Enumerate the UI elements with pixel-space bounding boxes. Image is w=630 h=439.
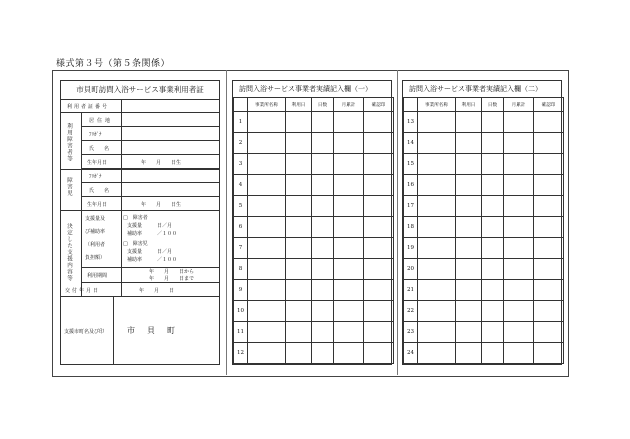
table-row: [404, 154, 564, 175]
record-title-2: 訪問入浴サービス事業者実績記入欄（二）: [409, 85, 542, 93]
confirmation-seal-cell[interactable]: [534, 196, 564, 217]
day-count-cell[interactable]: [312, 154, 334, 175]
table-row: [404, 343, 564, 364]
office-name-cell[interactable]: [418, 301, 456, 322]
table-row: [234, 112, 394, 133]
residence-row: [81, 113, 220, 127]
confirmation-seal-cell[interactable]: [534, 217, 564, 238]
confirmation-seal-cell[interactable]: [534, 322, 564, 343]
monthly-total-cell[interactable]: [334, 154, 364, 175]
office-name-cell[interactable]: [248, 322, 286, 343]
user-number-row: [61, 99, 219, 113]
confirmation-seal-cell[interactable]: [534, 238, 564, 259]
use-date-cell[interactable]: [456, 259, 482, 280]
confirmation-seal-cell[interactable]: [534, 154, 564, 175]
name-label: 氏 名: [89, 146, 110, 152]
monthly-total-cell[interactable]: [334, 259, 364, 280]
monthly-total-cell[interactable]: [334, 301, 364, 322]
table-row: [404, 238, 564, 259]
child-dob-row: [61, 197, 219, 211]
office-name-cell[interactable]: [248, 280, 286, 301]
table-row: [234, 196, 394, 217]
confirmation-seal-cell[interactable]: [364, 133, 394, 154]
issue-date-row: [61, 283, 219, 297]
table-row: [234, 154, 394, 175]
day-count-cell[interactable]: [312, 280, 334, 301]
header-monthly-total: 月累計: [334, 98, 364, 112]
office-name-cell[interactable]: [418, 343, 456, 364]
header-use-date: 利用日: [286, 98, 312, 112]
monthly-total-cell[interactable]: [504, 133, 534, 154]
furigana-row: [81, 127, 220, 141]
row-number: 13: [404, 112, 418, 133]
day-count-cell[interactable]: [312, 322, 334, 343]
divider: [121, 283, 122, 297]
confirmation-seal-cell[interactable]: [534, 175, 564, 196]
table-row: [234, 280, 394, 301]
row-number: 7: [234, 238, 248, 259]
confirmation-seal-cell[interactable]: [364, 154, 394, 175]
monthly-total-cell[interactable]: [334, 343, 364, 364]
office-name-cell[interactable]: [418, 154, 456, 175]
table-row: [404, 280, 564, 301]
disabled-support-amount: 支援量 日／月: [127, 223, 173, 229]
confirmation-seal-cell[interactable]: [364, 280, 394, 301]
confirmation-seal-cell[interactable]: [364, 301, 394, 322]
use-date-cell[interactable]: [286, 133, 312, 154]
day-count-cell[interactable]: [312, 196, 334, 217]
row-number: 1: [234, 112, 248, 133]
day-count-cell[interactable]: [482, 259, 504, 280]
child-name-row: [81, 183, 220, 197]
day-count-cell[interactable]: [482, 301, 504, 322]
office-name-cell[interactable]: [418, 175, 456, 196]
monthly-total-cell[interactable]: [334, 280, 364, 301]
user-number-label: 利用者証番号: [67, 104, 110, 110]
row-number: 9: [234, 280, 248, 301]
user-group-label: 利用障害者等: [66, 123, 72, 162]
confirmation-seal-cell[interactable]: [534, 280, 564, 301]
monthly-total-cell[interactable]: [504, 259, 534, 280]
confirmation-seal-cell[interactable]: [364, 259, 394, 280]
office-name-cell[interactable]: [248, 175, 286, 196]
day-count-cell[interactable]: [312, 238, 334, 259]
dob-units: 年 月 日生: [141, 160, 182, 166]
period-row: [81, 267, 220, 283]
child-support-amount: 支援量 日／月: [127, 249, 173, 255]
day-count-cell[interactable]: [312, 112, 334, 133]
office-name-cell[interactable]: [418, 259, 456, 280]
use-date-cell[interactable]: [286, 280, 312, 301]
use-date-cell[interactable]: [286, 343, 312, 364]
row-number: 23: [404, 322, 418, 343]
issue-date-label: 交付年月日: [65, 288, 101, 294]
confirmation-seal-cell[interactable]: [534, 259, 564, 280]
issuer-label: 支援市町名及び印: [64, 329, 105, 335]
row-number: 11: [234, 322, 248, 343]
row-number: 5: [234, 196, 248, 217]
use-date-cell[interactable]: [286, 112, 312, 133]
furigana-label: ﾌﾘｶﾞﾅ: [89, 132, 102, 138]
child-name-label: 氏 名: [89, 188, 110, 194]
header-confirmation-seal: 確認印: [364, 98, 394, 112]
issuer-city-name: 市貝町: [127, 326, 187, 335]
fold-line-left: [226, 70, 227, 375]
fold-line-right: [397, 70, 398, 375]
divider: [121, 99, 122, 113]
period-label: 利用期間: [87, 273, 108, 279]
row-number: 14: [404, 133, 418, 154]
table-row: [234, 217, 394, 238]
record-table-1: [233, 97, 394, 364]
name-row: [81, 141, 220, 155]
office-name-cell[interactable]: [418, 280, 456, 301]
table-row: [234, 238, 394, 259]
header-day-count: 日数: [312, 98, 334, 112]
confirmation-seal-cell[interactable]: [364, 238, 394, 259]
table-row: [234, 259, 394, 280]
monthly-total-cell[interactable]: [334, 175, 364, 196]
office-name-cell[interactable]: [248, 343, 286, 364]
confirmation-seal-cell[interactable]: [534, 112, 564, 133]
user-certificate-panel: [60, 80, 220, 365]
use-date-cell[interactable]: [456, 280, 482, 301]
record-table-2: [403, 97, 564, 364]
table-row: [234, 322, 394, 343]
burden-label: 負担額）: [85, 255, 106, 261]
row-number: 15: [404, 154, 418, 175]
use-date-cell[interactable]: [456, 196, 482, 217]
table-row: [234, 175, 394, 196]
use-date-cell[interactable]: [286, 196, 312, 217]
use-date-cell[interactable]: [286, 175, 312, 196]
child-furigana-label: ﾌﾘｶﾞﾅ: [89, 174, 102, 180]
table-row: [404, 175, 564, 196]
use-date-cell[interactable]: [456, 133, 482, 154]
monthly-total-cell[interactable]: [334, 217, 364, 238]
row-number: 12: [234, 343, 248, 364]
monthly-total-cell[interactable]: [504, 238, 534, 259]
child-dob-label: 生年月日: [87, 202, 108, 208]
table-row: [234, 133, 394, 154]
table-row: [404, 217, 564, 238]
office-name-cell[interactable]: [248, 238, 286, 259]
support-amount-label: 支援量及: [85, 216, 106, 222]
record-panel-2: [402, 80, 562, 365]
day-count-cell[interactable]: [312, 343, 334, 364]
row-number: 21: [404, 280, 418, 301]
decision-label: 決定した支援内容等: [66, 223, 72, 282]
office-name-cell[interactable]: [418, 196, 456, 217]
confirmation-seal-cell[interactable]: [534, 301, 564, 322]
confirmation-seal-cell[interactable]: [364, 196, 394, 217]
child-dob-units: 年 月 日生: [141, 202, 182, 208]
office-name-cell[interactable]: [248, 301, 286, 322]
use-date-cell[interactable]: [286, 301, 312, 322]
period-from: 年 月 日から: [149, 269, 195, 275]
use-date-cell[interactable]: [456, 154, 482, 175]
monthly-total-cell[interactable]: [504, 217, 534, 238]
monthly-total-cell[interactable]: [504, 343, 534, 364]
row-number: 24: [404, 343, 418, 364]
header-row-number: [404, 98, 418, 112]
office-name-cell[interactable]: [418, 133, 456, 154]
confirmation-seal-cell[interactable]: [364, 322, 394, 343]
monthly-total-cell[interactable]: [334, 322, 364, 343]
record-title-1: 訪問入浴サービス事業者実績記入欄（一）: [239, 85, 372, 93]
monthly-total-cell[interactable]: [504, 112, 534, 133]
use-date-cell[interactable]: [286, 217, 312, 238]
row-number: 17: [404, 196, 418, 217]
record-panel-1: [232, 80, 392, 365]
day-count-cell[interactable]: [482, 343, 504, 364]
office-name-cell[interactable]: [248, 154, 286, 175]
office-name-cell[interactable]: [248, 217, 286, 238]
divider: [113, 297, 114, 365]
header-office-name: 事業所名称: [418, 98, 456, 112]
row-number: 4: [234, 175, 248, 196]
disabled-person-checkbox[interactable]: □ 障害者: [123, 215, 148, 221]
day-count-cell[interactable]: [482, 112, 504, 133]
row-number: 18: [404, 217, 418, 238]
monthly-total-cell[interactable]: [334, 196, 364, 217]
monthly-total-cell[interactable]: [334, 112, 364, 133]
office-name-cell[interactable]: [418, 217, 456, 238]
use-date-cell[interactable]: [286, 259, 312, 280]
dob-label: 生年月日: [87, 160, 108, 166]
use-date-cell[interactable]: [286, 322, 312, 343]
header-confirmation-seal: 確認印: [534, 98, 564, 112]
row-number: 6: [234, 217, 248, 238]
form-number-heading: 様式第３号（第５条関係）: [56, 59, 171, 69]
table-row: [234, 343, 394, 364]
header-use-date: 利用日: [456, 98, 482, 112]
confirmation-seal-cell[interactable]: [534, 343, 564, 364]
issue-date-units: 年 月 日: [139, 288, 175, 294]
confirmation-seal-cell[interactable]: [364, 217, 394, 238]
office-name-cell[interactable]: [248, 196, 286, 217]
use-date-cell[interactable]: [286, 154, 312, 175]
office-name-cell[interactable]: [248, 112, 286, 133]
period-to: 年 月 日まで: [149, 276, 195, 282]
day-count-cell[interactable]: [482, 238, 504, 259]
day-count-cell[interactable]: [482, 154, 504, 175]
office-name-cell[interactable]: [248, 259, 286, 280]
child-subsidy-rate: 補助率 ／１００: [127, 257, 178, 263]
office-name-cell[interactable]: [418, 112, 456, 133]
row-number: 2: [234, 133, 248, 154]
office-name-cell[interactable]: [418, 322, 456, 343]
monthly-total-cell[interactable]: [504, 175, 534, 196]
row-number: 19: [404, 238, 418, 259]
table-row: [404, 112, 564, 133]
monthly-total-cell[interactable]: [504, 322, 534, 343]
day-count-cell[interactable]: [482, 175, 504, 196]
day-count-cell[interactable]: [482, 280, 504, 301]
use-date-cell[interactable]: [456, 175, 482, 196]
use-date-cell[interactable]: [286, 238, 312, 259]
monthly-total-cell[interactable]: [334, 238, 364, 259]
disabled-child-checkbox[interactable]: □ 障害児: [123, 241, 148, 247]
office-name-cell[interactable]: [248, 133, 286, 154]
day-count-cell[interactable]: [312, 301, 334, 322]
row-number: 10: [234, 301, 248, 322]
user-burden-label: （利用者: [85, 242, 106, 248]
table-row: [404, 133, 564, 154]
header-office-name: 事業所名称: [248, 98, 286, 112]
day-count-cell[interactable]: [482, 196, 504, 217]
monthly-total-cell[interactable]: [504, 301, 534, 322]
use-date-cell[interactable]: [456, 301, 482, 322]
use-date-cell[interactable]: [456, 238, 482, 259]
header-monthly-total: 月累計: [504, 98, 534, 112]
dob-row: [81, 155, 220, 169]
row-number: 8: [234, 259, 248, 280]
confirmation-seal-cell[interactable]: [364, 343, 394, 364]
header-day-count: 日数: [482, 98, 504, 112]
day-count-cell[interactable]: [482, 217, 504, 238]
table-row: [234, 301, 394, 322]
row-number: 20: [404, 259, 418, 280]
certificate-title: 市貝町訪問入浴サービス事業利用者証: [61, 81, 219, 100]
use-date-cell[interactable]: [456, 322, 482, 343]
residence-label: 居住地: [89, 118, 114, 124]
row-number: 22: [404, 301, 418, 322]
subsidy-rate-label: び補助率: [85, 229, 106, 235]
child-group-label: 障害児: [66, 177, 72, 197]
disabled-subsidy-rate: 補助率 ／１００: [127, 231, 178, 237]
day-count-cell[interactable]: [482, 322, 504, 343]
row-number: 3: [234, 154, 248, 175]
office-name-cell[interactable]: [418, 238, 456, 259]
child-furigana-row: [81, 169, 220, 183]
use-date-cell[interactable]: [456, 343, 482, 364]
table-row: [404, 259, 564, 280]
day-count-cell[interactable]: [312, 133, 334, 154]
table-row: [404, 301, 564, 322]
monthly-total-cell[interactable]: [504, 154, 534, 175]
day-count-cell[interactable]: [482, 133, 504, 154]
day-count-cell[interactable]: [312, 217, 334, 238]
confirmation-seal-cell[interactable]: [364, 112, 394, 133]
monthly-total-cell[interactable]: [334, 133, 364, 154]
monthly-total-cell[interactable]: [504, 196, 534, 217]
monthly-total-cell[interactable]: [504, 280, 534, 301]
day-count-cell[interactable]: [312, 175, 334, 196]
row-number: 16: [404, 175, 418, 196]
use-date-cell[interactable]: [456, 112, 482, 133]
use-date-cell[interactable]: [456, 217, 482, 238]
table-row: [404, 196, 564, 217]
day-count-cell[interactable]: [312, 259, 334, 280]
confirmation-seal-cell[interactable]: [534, 133, 564, 154]
header-row-number: [234, 98, 248, 112]
table-row: [404, 322, 564, 343]
confirmation-seal-cell[interactable]: [364, 175, 394, 196]
